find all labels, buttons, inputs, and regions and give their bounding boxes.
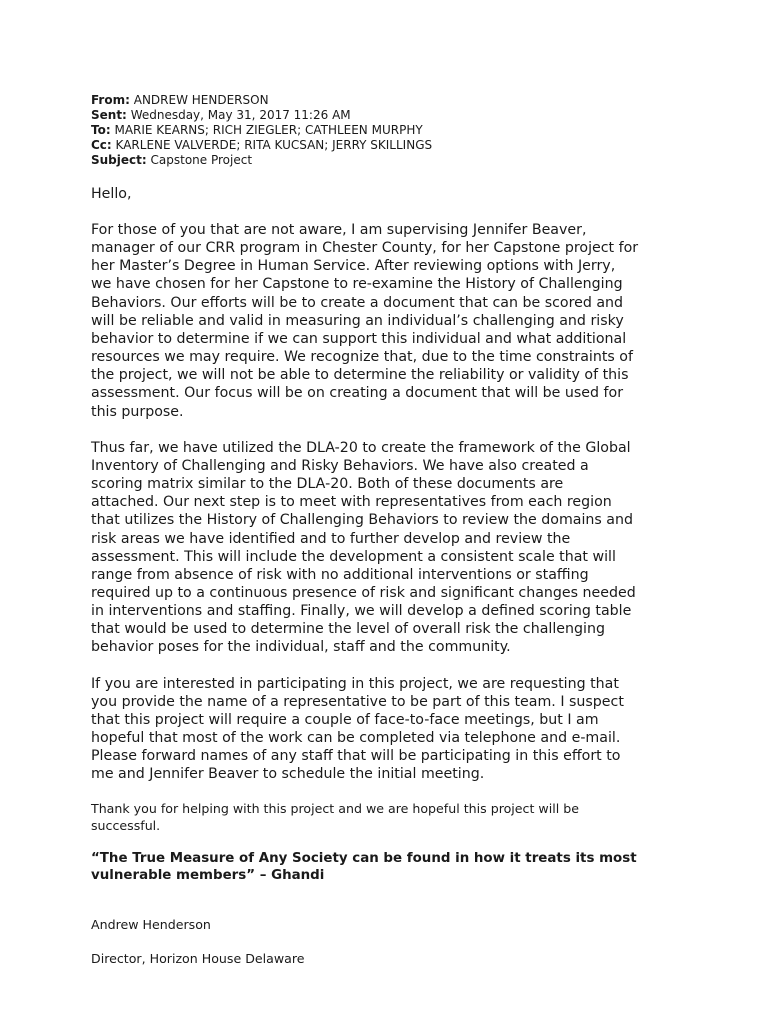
- paragraph-progress: Thus far, we have utilized the DLA-20 to create the framework of the Global Inventory of Challenging and Risky Behaviors. We have also created a scoring matrix similar to the DLA-20. Both of these documents are attached. Our next step is to meet with representatives from each region that utilizes the History of Challenging Behaviors to review the domains and risk areas we have identified and to further develop and review the assessment. This will include the development a consistent scale that will range from absence of risk with no additional interventions or staffing required up to a continuous presence of risk and significant changes needed in interventions and staffing. Finally, we will develop a defined scoring table that would be used to determine the level of overall risk the challenging behavior poses for the individual, staff and the community.: [91, 439, 636, 656]
- signature-title: Director, Horizon House Delaware: [91, 950, 305, 966]
- sent-row: [91, 108, 691, 123]
- signature-name: Andrew Henderson: [91, 916, 211, 932]
- cc-value: KARLENE VALVERDE; RITA KUCSAN; JERRY SKILLINGS: [115, 138, 433, 152]
- to-label: To:: [91, 123, 111, 137]
- from-label: From:: [91, 93, 130, 107]
- subject-row: [91, 153, 691, 168]
- cc-row: [91, 138, 691, 153]
- email-header: [91, 93, 691, 168]
- from-row: [91, 93, 691, 108]
- sent-value: Wednesday, May 31, 2017 11:26 AM: [130, 108, 351, 122]
- subject-label: Subject:: [91, 153, 147, 167]
- quote: “The True Measure of Any Society can be found in how it treats its most vulnerable members” – Ghandi: [91, 850, 637, 883]
- greeting: Hello,: [91, 186, 132, 202]
- cc-label: Cc:: [91, 138, 112, 152]
- to-value: MARIE KEARNS; RICH ZIEGLER; CATHLEEN MURPHY: [114, 123, 423, 137]
- subject-value: Capstone Project: [150, 153, 253, 167]
- paragraph-intro: For those of you that are not aware, I am supervising Jennifer Beaver, manager of our CRR program in Chester County, for her Capstone project for her Master’s Degree in Human Service. After reviewing options with Jerry, we have chosen for her Capstone to re-examine the History of Challenging Behaviors. Our efforts will be to create a document that can be scored and will be reliable and valid in measuring an individual’s challenging and risky behavior to determine if we can support this individual and what additional resources we may require. We recognize that, due to the time constraints of the project, we will not be able to determine the reliability or validity of this assessment. Our focus will be on creating a document that will be used for this purpose.: [91, 222, 639, 420]
- paragraph-request: If you are interested in participating in this project, we are requesting that you provide the name of a representative to be part of this team. I suspect that this project will require a couple of face-to-face meetings, but I am hopeful that most of the work can be completed via telephone and e-mail. Please forward names of any staff that will be participating in this effort to me and Jennifer Beaver to schedule the initial meeting.: [91, 675, 624, 783]
- email-document: [91, 93, 691, 984]
- from-value: ANDREW HENDERSON: [133, 93, 269, 107]
- sent-label: Sent:: [91, 108, 127, 122]
- to-row: [91, 123, 691, 138]
- signature-block: [91, 899, 691, 984]
- thanks-line: Thank you for helping with this project and we are hopeful this project will be successful.: [91, 800, 579, 833]
